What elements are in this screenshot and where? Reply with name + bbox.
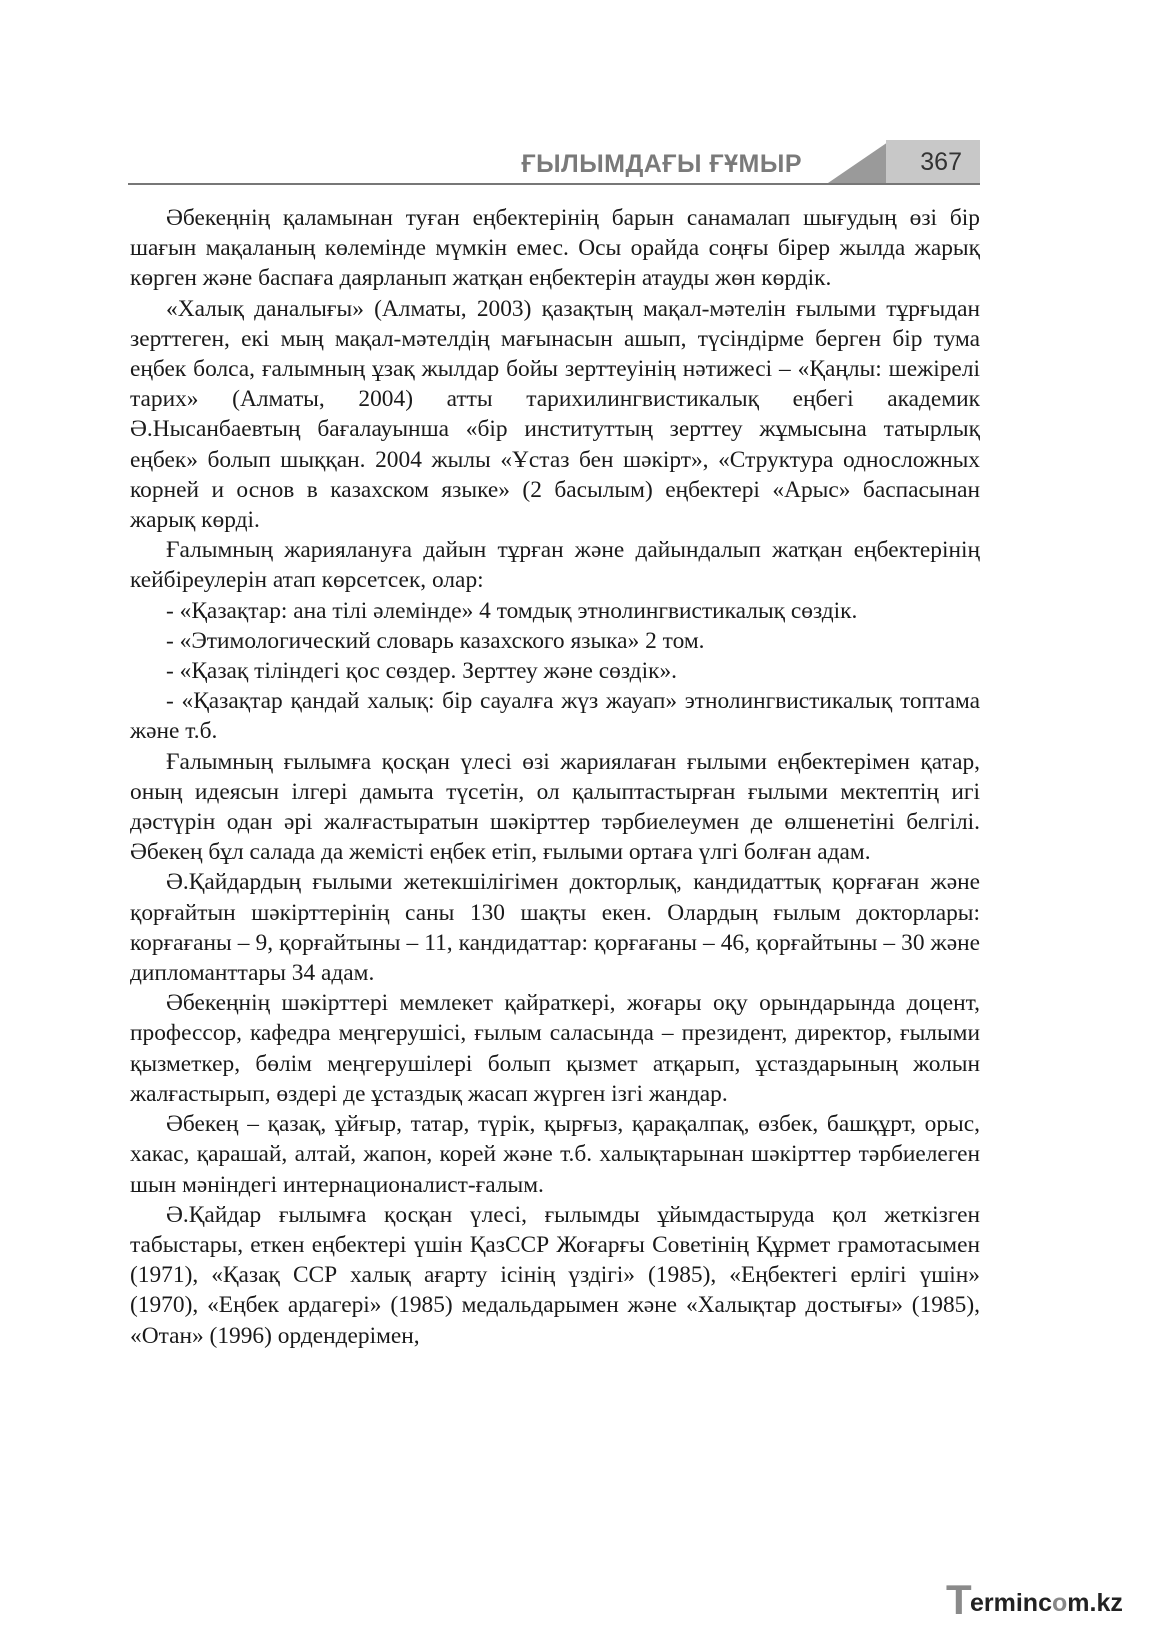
watermark-text	[970, 1589, 1123, 1618]
magnifier-icon: o	[1051, 1589, 1068, 1617]
watermark-word: erminc	[970, 1589, 1052, 1617]
list-item: - «Қазақ тіліндегі қос сөздер. Зерттеу және сөздік».	[166, 658, 677, 685]
paragraph: Ә.Қайдар ғылымға қосқан үлесі, ғылымды ұйымдастыруда қол жеткізген табыстары, еткен еңбектері үшін ҚазССР Жоғарғы Советінің Құрмет грамотасымен (1971), «Қазақ ССР халық ағарту ісінің үздігі» (1985), «Еңбектегі ерлігі үшін» (1970), «Еңбек ардагері» (1985) медальдарымен және «Халықтар достығы» (1985), «Отан» (1996) ордендерімен,	[130, 1201, 980, 1349]
paragraph: Әбекең – қазақ, ұйғыр, татар, түрік, қырғыз, қарақалпақ, өзбек, башқұрт, орыс, хакас, қарашай, алтай, жапон, корей және т.б. халықтарынан шәкірттер тәрбиелеген шын мәніндегі интернационалист-ғалым.	[130, 1111, 980, 1198]
paragraph: Ғалымның жариялануға дайын тұрған және дайындалып жатқан еңбектерінің кейбіреулерін атап көрсетсек, олар:	[130, 537, 980, 594]
paragraph: Ғалымның ғылымға қосқан үлесі өзі жариялаған ғылыми еңбектерімен қатар, оның идеясын ілгері дамыта түсетін, ол қалыптастырған ғылыми мектептің игі дәстүрін одан әрі жалғастыратын шәкірттер тәрбиелеумен де өлшенетіні белгілі. Әбекең бұл салада да жемісті еңбек етіп, ғылыми ортаға үлгі болған адам.	[130, 748, 980, 866]
header-wedge-decoration	[828, 142, 888, 183]
list-item: - «Қазақтар қандай халық: бір сауалға жүз жауап» этнолингвистикалық топтама және т.б.	[130, 688, 980, 745]
page-number-tab	[886, 140, 980, 183]
page-number: 367	[920, 148, 962, 176]
watermark-domain: m.kz	[1067, 1589, 1123, 1617]
chapter-title: ҒЫЛЫМДАҒЫ ҒҰМЫР	[521, 150, 802, 178]
list-item: - «Қазақтар: ана тілі әлемінде» 4 томдық этнолингвистикалық сөздік.	[166, 597, 858, 624]
paragraph: Әбекеңнің қаламынан туған еңбектерінің барын санамалап шығудың өзі бір шағын мақаланың көлемінде мүмкін емес. Осы орайда соңғы бірер жылда жарық көрген және баспаға даярланып жатқан еңбектерін атауды жөн көрдік.	[130, 205, 980, 292]
paragraph: Әбекеңнің шәкірттері мемлекет қайраткері, жоғары оқу орындарында доцент, профессор, кафедра меңгерушісі, ғылым саласында – президент, директор, ғылыми қызметкер, бөлім меңгерушілері болып қызмет атқарып, ұстаздарының жолын жалғастырып, өздері де ұстаздық жасап жүрген ізгі жандар.	[130, 990, 980, 1107]
body-text	[130, 203, 980, 1351]
terminkom-watermark	[946, 1576, 1146, 1624]
list-item: - «Этимологический словарь казахского языка» 2 том.	[166, 627, 705, 654]
paragraph: «Халық даналығы» (Алматы, 2003) қазақтың мақал-мәтелін ғылыми тұрғыдан зерттеген, екі мың мақал-мәтелдің мағынасын ашып, түсіндірме берген бір тума еңбек болса, ғалымның ұзақ жылдар бойы зерттеуінің нәтижесі – «Қаңлы: шежірелі тарих» (Алматы, 2004) атты тарихилингвистикалық еңбегі академик Ә.Нысанбаевтың бағалауынша «бір институттың зерттеу жұмысына татырлық еңбек» болып шыққан. 2004 жылы «Ұстаз бен шәкірт», «Структура односложных корней и основ в казахском языке» (2 басылым) еңбектері «Арыс» баспасынан жарық көрді.	[130, 295, 980, 534]
paragraph: Ә.Қайдардың ғылыми жетекшілігімен докторлық, кандидаттық қорғаған және қорғайтын шәкірттерінің саны 130 шақты екен. Олардың ғылым докторлары: корғағаны – 9, қорғайтыны – 11, кандидаттар: қорғағаны – 46, қорғайтыны – 30 және дипломанттары 34 адам.	[130, 869, 980, 987]
watermark-letter: T	[946, 1576, 972, 1623]
running-header	[128, 134, 980, 186]
header-rule	[128, 183, 980, 185]
